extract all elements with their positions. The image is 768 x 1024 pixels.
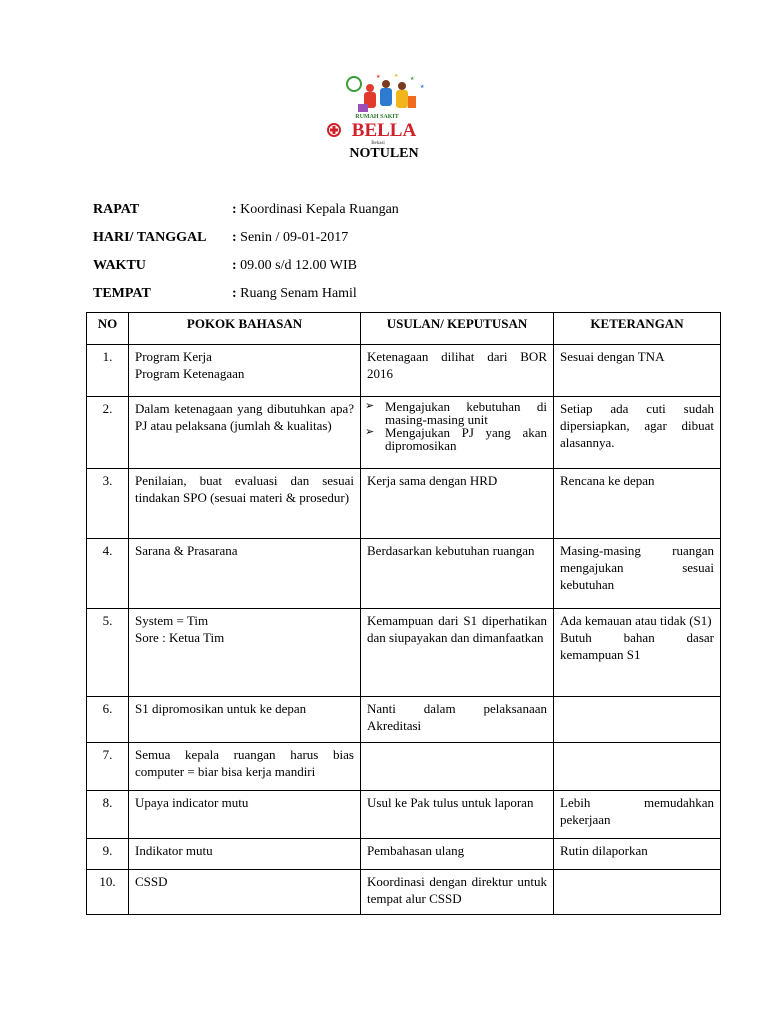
cell-usulan-keputusan: Kerja sama dengan HRD bbox=[361, 469, 554, 539]
cell-pokok-bahasan: S1 dipromosikan untuk ke depan bbox=[129, 697, 361, 743]
cell-no: 8. bbox=[87, 791, 129, 839]
cell-pokok-bahasan: Program Kerja Program Ketenagaan bbox=[129, 345, 361, 397]
cell-keterangan: Rencana ke depan bbox=[554, 469, 721, 539]
meta-label: TEMPAT bbox=[93, 286, 151, 301]
cell-keterangan: Masing-masing ruangan mengajukan sesuai kebutuhan bbox=[554, 539, 721, 609]
meta-value: : Koordinasi Kepala Ruangan bbox=[232, 202, 399, 217]
svg-text:Bekasi: Bekasi bbox=[371, 141, 385, 146]
header-keterangan: KETERANGAN bbox=[554, 313, 721, 345]
table-row bbox=[87, 609, 721, 697]
cell-no: 10. bbox=[87, 870, 129, 915]
svg-text:★: ★ bbox=[410, 77, 415, 82]
cell-usulan-keputusan: ➢ Mengajukan kebutuhan di masing-masing unit ➢ Mengajukan PJ yang akan dipromosikan bbox=[361, 397, 554, 469]
svg-text:★: ★ bbox=[376, 75, 381, 80]
header-no: NO bbox=[87, 313, 129, 345]
cell-pokok-bahasan: Sarana & Prasarana bbox=[129, 539, 361, 609]
cell-pokok-bahasan: Dalam ketenagaan yang dibutuhkan apa? PJ atau pelaksana (jumlah & kualitas) bbox=[129, 397, 361, 469]
table-header-row bbox=[87, 313, 721, 345]
table-row bbox=[87, 469, 721, 539]
cell-usulan-keputusan: Berdasarkan kebutuhan ruangan bbox=[361, 539, 554, 609]
cell-pokok-bahasan: CSSD bbox=[129, 870, 361, 915]
cell-no: 5. bbox=[87, 609, 129, 697]
meta-value: : Ruang Senam Hamil bbox=[232, 286, 357, 301]
minutes-table bbox=[86, 312, 721, 915]
svg-text:★: ★ bbox=[420, 85, 425, 90]
cell-no: 4. bbox=[87, 539, 129, 609]
cell-pokok-bahasan: Semua kepala ruangan harus bias computer = biar bisa kerja mandiri bbox=[129, 743, 361, 791]
cell-keterangan bbox=[554, 697, 721, 743]
cell-keterangan: Rutin dilaporkan bbox=[554, 839, 721, 870]
cell-pokok-bahasan: Indikator mutu bbox=[129, 839, 361, 870]
table-row bbox=[87, 697, 721, 743]
cell-keterangan bbox=[554, 743, 721, 791]
table-row bbox=[87, 791, 721, 839]
cell-usulan-keputusan: Usul ke Pak tulus untuk laporan bbox=[361, 791, 554, 839]
hospital-logo bbox=[318, 74, 436, 146]
cell-no: 7. bbox=[87, 743, 129, 791]
meta-label: HARI/ TANGGAL bbox=[93, 230, 207, 245]
document-title: NOTULEN bbox=[349, 146, 419, 161]
table-row bbox=[87, 870, 721, 915]
table-row bbox=[87, 839, 721, 870]
header-pokok-bahasan: POKOK BAHASAN bbox=[129, 313, 361, 345]
cell-usulan-keputusan: Nanti dalam pelaksanaan Akreditasi bbox=[361, 697, 554, 743]
cell-keterangan: Setiap ada cuti sudah dipersiapkan, agar dibuat alasannya. bbox=[554, 397, 721, 469]
arrow-bullet-icon: ➢ bbox=[365, 400, 375, 412]
meta-value: : 09.00 s/d 12.00 WIB bbox=[232, 258, 357, 273]
meta-value: : Senin / 09-01-2017 bbox=[232, 230, 349, 245]
cell-keterangan: Lebih memudahkan pekerjaan bbox=[554, 791, 721, 839]
cell-usulan-keputusan: Ketenagaan dilihat dari BOR 2016 bbox=[361, 345, 554, 397]
cell-pokok-bahasan: System = Tim Sore : Ketua Tim bbox=[129, 609, 361, 697]
cell-keterangan: Ada kemauan atau tidak (S1) Butuh bahan dasar kemampuan S1 bbox=[554, 609, 721, 697]
table-row bbox=[87, 539, 721, 609]
cell-pokok-bahasan: Penilaian, buat evaluasi dan sesuai tindakan SPO (sesuai materi & prosedur) bbox=[129, 469, 361, 539]
cell-usulan-keputusan bbox=[361, 743, 554, 791]
svg-text:RUMAH SAKIT: RUMAH SAKIT bbox=[355, 114, 399, 120]
cell-usulan-keputusan: Pembahasan ulang bbox=[361, 839, 554, 870]
table-row bbox=[87, 345, 721, 397]
header-usulan-keputusan: USULAN/ KEPUTUSAN bbox=[361, 313, 554, 345]
cell-no: 6. bbox=[87, 697, 129, 743]
cell-pokok-bahasan: Upaya indicator mutu bbox=[129, 791, 361, 839]
cell-no: 2. bbox=[87, 397, 129, 469]
cell-keterangan: Sesuai dengan TNA bbox=[554, 345, 721, 397]
table-row bbox=[87, 743, 721, 791]
cell-usulan-keputusan: Koordinasi dengan direktur untuk tempat alur CSSD bbox=[361, 870, 554, 915]
cell-no: 9. bbox=[87, 839, 129, 870]
cell-keterangan bbox=[554, 870, 721, 915]
table-row bbox=[87, 397, 721, 469]
svg-text:BELLA: BELLA bbox=[351, 120, 417, 141]
meta-label: RAPAT bbox=[93, 202, 140, 217]
cell-no: 3. bbox=[87, 469, 129, 539]
cell-usulan-keputusan: Kemampuan dari S1 diperhatikan dan siupayakan dan dimanfaatkan bbox=[361, 609, 554, 697]
svg-text:★: ★ bbox=[394, 74, 399, 79]
cell-no: 1. bbox=[87, 345, 129, 397]
arrow-bullet-icon: ➢ bbox=[365, 426, 375, 438]
meta-label: WAKTU bbox=[93, 258, 146, 273]
